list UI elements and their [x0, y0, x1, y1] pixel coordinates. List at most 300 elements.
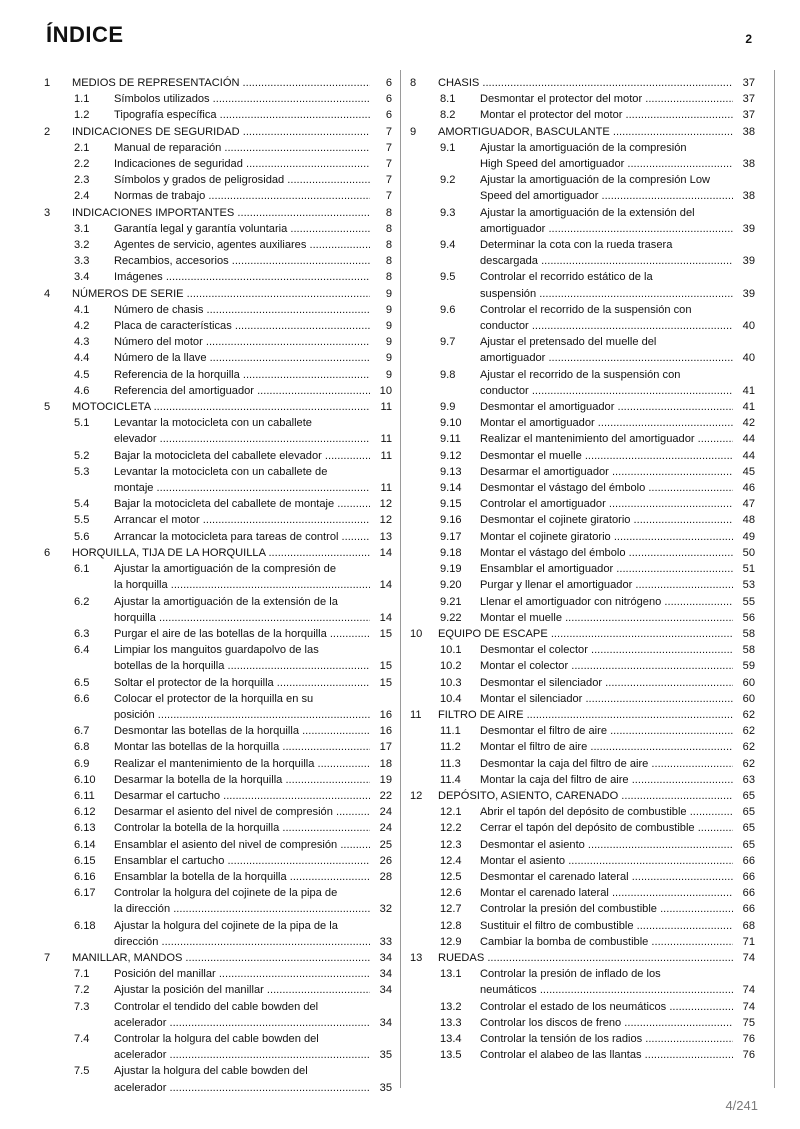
toc-entry-title: Controlar la botella de la horquilla .....	[114, 820, 370, 836]
toc-entry-number: 5.5	[74, 514, 90, 527]
toc-entry-page: 15	[370, 675, 392, 691]
toc-entry[interactable]	[410, 756, 755, 772]
toc-entry-number: 3.3	[74, 255, 90, 268]
toc-entry-number: 1.1	[74, 93, 90, 106]
toc-entry-page: 44	[733, 431, 755, 447]
toc-entry-title-continuation: acelerador .....	[114, 1080, 370, 1096]
toc-entry[interactable]	[410, 1047, 755, 1063]
toc-entry-number: 5.6	[74, 530, 90, 543]
toc-entry-number: 12.4	[440, 854, 462, 867]
toc-entry[interactable]	[44, 626, 392, 642]
toc-entry-title: Controlar la holgura del cojinete de la pipa de	[114, 887, 338, 900]
toc-entry-title: Desmontar el vástago del émbolo .....	[480, 480, 733, 496]
toc-entry[interactable]	[410, 107, 755, 123]
toc-entry-number: 6.4	[74, 644, 90, 657]
toc-entry-page: 37	[733, 75, 755, 91]
toc-entry-page: 11	[370, 431, 392, 447]
toc-entry-title: CHASIS .....	[438, 75, 733, 91]
toc-entry[interactable]	[410, 545, 755, 561]
toc-entry-number: 5.4	[74, 498, 90, 511]
toc-entry[interactable]	[410, 658, 755, 674]
toc-entry-page: 14	[370, 545, 392, 561]
toc-entry[interactable]	[410, 707, 755, 723]
toc-entry-title: Ajustar la amortiguación de la compresión de	[114, 563, 336, 576]
toc-entry-number: 6.18	[74, 919, 96, 932]
toc-entry[interactable]	[410, 610, 755, 626]
toc-entry-title: Montar el protector del motor .....	[480, 107, 733, 123]
toc-entry-title: Controlar el estado de los neumáticos .....	[480, 999, 733, 1015]
toc-entry[interactable]	[44, 1063, 392, 1095]
toc-entry-title: Desarmar la botella de la horquilla .....	[114, 772, 370, 788]
toc-entry[interactable]	[44, 772, 392, 788]
toc-entry[interactable]	[44, 172, 392, 188]
toc-entry[interactable]	[44, 496, 392, 512]
toc-entry-page: 7	[370, 172, 392, 188]
toc-entry-title: Bajar la motocicleta del caballete elevador .....	[114, 448, 370, 464]
toc-entry-page: 38	[733, 188, 755, 204]
toc-entry-page: 62	[733, 707, 755, 723]
toc-entry-page: 22	[370, 788, 392, 804]
toc-entry-number: 1.2	[74, 109, 90, 122]
toc-entry-number: 9.12	[440, 449, 462, 462]
toc-entry-number: 13.5	[440, 1049, 462, 1062]
toc-entry-page: 42	[733, 415, 755, 431]
toc-entry[interactable]	[44, 464, 392, 496]
toc-entry-page: 62	[733, 739, 755, 755]
toc-entry-page: 7	[370, 124, 392, 140]
toc-entry-page: 62	[733, 723, 755, 739]
toc-entry-title: Levantar la motocicleta con un caballete	[114, 417, 312, 430]
toc-entry-page: 25	[370, 837, 392, 853]
toc-entry-title: Realizar el mantenimiento del amortiguador .....	[480, 431, 733, 447]
toc-entry-page: 7	[370, 140, 392, 156]
toc-entry-page: 50	[733, 545, 755, 561]
toc-entry-page: 76	[733, 1047, 755, 1063]
toc-entry-title: Desmontar el asiento .....	[480, 837, 733, 853]
toc-entry-number: 2	[44, 125, 51, 138]
toc-entry-title: Posición del manillar .....	[114, 966, 370, 982]
toc-entry-number: 6.9	[74, 757, 90, 770]
toc-entry[interactable]	[410, 91, 755, 107]
toc-entry[interactable]	[410, 399, 755, 415]
toc-entry[interactable]	[44, 545, 392, 561]
toc-entry[interactable]	[44, 561, 392, 593]
toc-entry-title: Controlar los discos de freno .....	[480, 1015, 733, 1031]
toc-entry-number: 6.10	[74, 773, 96, 786]
toc-entry-page: 16	[370, 707, 392, 723]
toc-entry[interactable]	[44, 804, 392, 820]
toc-entry-number: 11	[410, 708, 422, 721]
toc-entry[interactable]	[410, 75, 755, 91]
toc-entry-title-continuation: High Speed del amortiguador .....	[480, 156, 733, 172]
toc-entry-page: 45	[733, 464, 755, 480]
toc-entry-title: Sustituir el filtro de combustible .....	[480, 918, 733, 934]
toc-entry[interactable]	[44, 675, 392, 691]
toc-entry[interactable]	[44, 107, 392, 123]
toc-entry-page: 74	[733, 999, 755, 1015]
toc-entry-number: 10.3	[440, 676, 462, 689]
toc-entry[interactable]	[410, 837, 755, 853]
toc-entry-title: Ajustar la amortiguación de la extensión de la	[114, 595, 338, 608]
toc-entry-number: 4.5	[74, 368, 90, 381]
toc-entry-number: 10.1	[440, 644, 462, 657]
toc-entry[interactable]	[410, 772, 755, 788]
toc-entry-title: Montar el amortiguador .....	[480, 415, 733, 431]
toc-entry[interactable]	[410, 561, 755, 577]
toc-entry-number: 9.16	[440, 514, 462, 527]
toc-entry-number: 6.8	[74, 741, 90, 754]
toc-entry-number: 7.2	[74, 984, 90, 997]
toc-entry-title: DEPÓSITO, ASIENTO, CARENADO .....	[438, 788, 733, 804]
toc-entry[interactable]	[44, 188, 392, 204]
toc-entry-number: 5.2	[74, 449, 90, 462]
toc-entry[interactable]	[44, 286, 392, 302]
toc-entry-number: 5	[44, 401, 51, 414]
toc-entry[interactable]	[44, 318, 392, 334]
toc-entry[interactable]	[44, 756, 392, 772]
toc-entry-title: Número de la llave .....	[114, 350, 370, 366]
toc-entry[interactable]	[410, 934, 755, 950]
toc-entry-title: Controlar el tendido del cable bowden del	[114, 1000, 319, 1013]
toc-entry-number: 9.5	[440, 271, 456, 284]
toc-entry-number: 11.3	[440, 757, 461, 770]
toc-entry[interactable]	[410, 1031, 755, 1047]
toc-entry-title: Número de chasis .....	[114, 302, 370, 318]
toc-entry-title: Colocar el protector de la horquilla en su	[114, 692, 314, 705]
toc-entry[interactable]	[410, 480, 755, 496]
toc-entry[interactable]	[44, 383, 392, 399]
toc-entry[interactable]	[410, 269, 755, 301]
toc-entry[interactable]	[410, 723, 755, 739]
toc-entry[interactable]	[44, 950, 392, 966]
toc-entry-page: 34	[370, 950, 392, 966]
toc-entry[interactable]	[44, 869, 392, 885]
toc-entry[interactable]	[44, 237, 392, 253]
toc-entry[interactable]	[410, 885, 755, 901]
toc-entry[interactable]	[44, 75, 392, 91]
toc-entry-page: 34	[370, 966, 392, 982]
toc-entry-title: Desmontar el protector del motor .....	[480, 91, 733, 107]
toc-entry-page: 9	[370, 318, 392, 334]
toc-entry[interactable]	[410, 642, 755, 658]
toc-entry-page: 39	[733, 221, 755, 237]
toc-entry-title-continuation: montaje .....	[114, 480, 370, 496]
toc-entry-number: 12.7	[440, 903, 462, 916]
toc-entry[interactable]	[44, 739, 392, 755]
toc-entry-title: Indicaciones de seguridad .....	[114, 156, 370, 172]
toc-entry-title: Ensamblar la botella de la horquilla .....	[114, 869, 370, 885]
toc-entry-title-continuation: descargada .....	[480, 253, 733, 269]
toc-entry[interactable]	[44, 124, 392, 140]
toc-entry-page: 17	[370, 739, 392, 755]
toc-entry-page: 7	[370, 156, 392, 172]
toc-entry[interactable]	[410, 950, 755, 966]
toc-entry-title-continuation: acelerador .....	[114, 1015, 370, 1031]
toc-entry[interactable]	[410, 124, 755, 140]
toc-entry[interactable]	[44, 350, 392, 366]
toc-entry-page: 51	[733, 561, 755, 577]
toc-entry-title: Ajustar la amortiguación de la extensión del	[480, 206, 695, 219]
toc-entry-page: 66	[733, 869, 755, 885]
toc-entry[interactable]	[410, 853, 755, 869]
toc-entry[interactable]	[410, 140, 755, 172]
toc-entry[interactable]	[44, 723, 392, 739]
toc-entry-number: 12.5	[440, 870, 462, 883]
toc-entry[interactable]	[410, 415, 755, 431]
toc-entry-title: Desmontar la caja del filtro de aire .....	[480, 756, 733, 772]
toc-entry-title: Desmontar el carenado lateral .....	[480, 869, 733, 885]
toc-entry-page: 49	[733, 529, 755, 545]
toc-entry[interactable]	[410, 1015, 755, 1031]
toc-entry-page: 76	[733, 1031, 755, 1047]
toc-entry[interactable]	[410, 205, 755, 237]
toc-entry-title: Purgar el aire de las botellas de la horquilla .....	[114, 626, 370, 642]
toc-entry-title: Ajustar la holgura del cable bowden del	[114, 1065, 308, 1078]
toc-entry[interactable]	[410, 172, 755, 204]
toc-entry-title-continuation: suspensión .....	[480, 286, 733, 302]
toc-entry-title: Levantar la motocicleta con un caballete de	[114, 465, 328, 478]
toc-entry[interactable]	[44, 399, 392, 415]
toc-entry[interactable]	[44, 999, 392, 1031]
toc-entry-number: 9.9	[440, 401, 456, 414]
toc-entry-number: 13.1	[440, 968, 462, 981]
toc-entry-number: 7.5	[74, 1065, 90, 1078]
toc-entry-page: 11	[370, 480, 392, 496]
toc-entry-page: 66	[733, 885, 755, 901]
toc-entry-page: 9	[370, 350, 392, 366]
toc-entry-page: 9	[370, 302, 392, 318]
toc-entry-page: 18	[370, 756, 392, 772]
toc-entry-number: 6.3	[74, 627, 90, 640]
toc-entry[interactable]	[44, 334, 392, 350]
toc-entry[interactable]	[44, 221, 392, 237]
toc-entry-number: 6.12	[74, 806, 96, 819]
toc-entry-number: 6.5	[74, 676, 90, 689]
toc-entry-title: AMORTIGUADOR, BASCULANTE .....	[438, 124, 733, 140]
toc-entry-title: Montar el carenado lateral .....	[480, 885, 733, 901]
toc-entry[interactable]	[410, 691, 755, 707]
toc-entry[interactable]	[410, 788, 755, 804]
toc-entry[interactable]	[410, 739, 755, 755]
toc-entry-title: Símbolos utilizados .....	[114, 91, 370, 107]
toc-entry-title-continuation: Speed del amortiguador .....	[480, 188, 733, 204]
toc-entry[interactable]	[410, 496, 755, 512]
toc-entry-number: 9.3	[440, 206, 456, 219]
toc-entry-page: 62	[733, 756, 755, 772]
toc-entry-number: 9.19	[440, 563, 462, 576]
toc-entry-title: NÚMEROS DE SERIE .....	[72, 286, 370, 302]
toc-entry-title: Controlar la tensión de los radios .....	[480, 1031, 733, 1047]
toc-entry-title: Referencia de la horquilla .....	[114, 367, 370, 383]
toc-entry[interactable]	[44, 691, 392, 723]
toc-entry[interactable]	[410, 302, 755, 334]
toc-entry-number: 13.4	[440, 1032, 462, 1045]
toc-entry-page: 24	[370, 804, 392, 820]
toc-entry[interactable]	[410, 237, 755, 269]
toc-entry-title: Desarmar el amortiguador .....	[480, 464, 733, 480]
toc-entry-title-continuation: elevador .....	[114, 431, 370, 447]
toc-entry-page: 8	[370, 269, 392, 285]
toc-entry[interactable]	[44, 205, 392, 221]
toc-entry-number: 12.3	[440, 838, 462, 851]
toc-entry[interactable]	[410, 869, 755, 885]
toc-entry-title: Desarmar el cartucho .....	[114, 788, 370, 804]
toc-entry[interactable]	[410, 820, 755, 836]
toc-entry[interactable]	[44, 1031, 392, 1063]
toc-entry-number: 7.4	[74, 1032, 90, 1045]
toc-entry[interactable]	[44, 512, 392, 528]
toc-entry-number: 2.3	[74, 174, 90, 187]
toc-entry-title: Purgar y llenar el amortiguador .....	[480, 577, 733, 593]
header-page-number: 2	[745, 32, 752, 46]
toc-entry-page: 6	[370, 75, 392, 91]
toc-entry-number: 4	[44, 287, 51, 300]
toc-entry-number: 13.2	[440, 1000, 462, 1013]
toc-entry-title-continuation: acelerador .....	[114, 1047, 370, 1063]
toc-entry-page: 56	[733, 610, 755, 626]
toc-entry[interactable]	[44, 885, 392, 917]
toc-entry[interactable]	[410, 966, 755, 998]
toc-entry-number: 3	[44, 206, 51, 219]
toc-entry-page: 6	[370, 107, 392, 123]
toc-entry-number: 9.22	[440, 611, 462, 624]
toc-entry-title: Ajustar la amortiguación de la compresión	[480, 141, 687, 154]
toc-entry-page: 12	[370, 512, 392, 528]
toc-entry-number: 12.8	[440, 919, 462, 932]
toc-entry-number: 8	[410, 77, 417, 89]
toc-entry-title: Imágenes .....	[114, 269, 370, 285]
toc-entry-page: 60	[733, 675, 755, 691]
toc-entry-title: Montar el asiento .....	[480, 853, 733, 869]
toc-entry-title: Ensamblar el amortiguador .....	[480, 561, 733, 577]
toc-entry-title: Normas de trabajo .....	[114, 188, 370, 204]
toc-entry-title: Tipografía específica .....	[114, 107, 370, 123]
toc-entry-title: Montar el colector .....	[480, 658, 733, 674]
toc-entry[interactable]	[44, 982, 392, 998]
toc-entry-page: 74	[733, 982, 755, 998]
toc-entry[interactable]	[410, 626, 755, 642]
toc-entry[interactable]	[410, 577, 755, 593]
toc-entry-page: 13	[370, 529, 392, 545]
toc-entry[interactable]	[44, 140, 392, 156]
toc-entry-page: 12	[370, 496, 392, 512]
toc-entry-number: 4.2	[74, 320, 90, 333]
toc-entry-page: 65	[733, 788, 755, 804]
toc-entry-title-continuation: neumáticos .....	[480, 982, 733, 998]
toc-entry-title: MEDIOS DE REPRESENTACIÓN .....	[72, 75, 370, 91]
toc-entry-title: Ensamblar el cartucho .....	[114, 853, 370, 869]
toc-entry[interactable]	[410, 367, 755, 399]
toc-entry-title: Desarmar el asiento del nivel de compresión .....	[114, 804, 370, 820]
toc-entry[interactable]	[410, 594, 755, 610]
toc-entry-number: 11.2	[440, 741, 461, 754]
toc-entry[interactable]	[44, 642, 392, 674]
toc-entry[interactable]	[44, 91, 392, 107]
toc-entry[interactable]	[410, 448, 755, 464]
toc-entry-title: Ajustar la holgura del cojinete de la pipa de la	[114, 919, 338, 932]
toc-entry-page: 9	[370, 367, 392, 383]
toc-entry[interactable]	[44, 529, 392, 545]
toc-entry[interactable]	[44, 367, 392, 383]
toc-entry-number: 5.3	[74, 465, 90, 478]
toc-entry[interactable]	[410, 804, 755, 820]
toc-entry-page: 35	[370, 1080, 392, 1096]
toc-entry[interactable]	[410, 431, 755, 447]
toc-entry-title: Placa de características .....	[114, 318, 370, 334]
toc-entry-number: 8.1	[440, 93, 456, 106]
toc-entry-title: Montar las botellas de la horquilla .....	[114, 739, 370, 755]
toc-entry-page: 28	[370, 869, 392, 885]
toc-entry-page: 68	[733, 918, 755, 934]
toc-entry-title: Montar el filtro de aire .....	[480, 739, 733, 755]
toc-entry[interactable]	[44, 448, 392, 464]
toc-entry[interactable]	[44, 966, 392, 982]
toc-entry[interactable]	[410, 464, 755, 480]
toc-entry-title-continuation: dirección .....	[114, 934, 370, 950]
toc-entry-page: 40	[733, 318, 755, 334]
toc-entry[interactable]	[44, 853, 392, 869]
toc-entry[interactable]	[44, 918, 392, 950]
toc-entry-number: 9	[410, 125, 417, 138]
toc-entry-number: 6.15	[74, 854, 96, 867]
toc-entry[interactable]	[44, 253, 392, 269]
toc-entry-number: 13	[410, 951, 423, 964]
toc-entry-title: Ajustar la posición del manillar .....	[114, 982, 370, 998]
toc-entry-number: 4.3	[74, 336, 90, 349]
toc-entry-title: Controlar el recorrido estático de la	[480, 271, 653, 284]
toc-entry[interactable]	[410, 675, 755, 691]
toc-entry-number: 12	[410, 789, 423, 802]
toc-entry[interactable]	[44, 788, 392, 804]
toc-entry-page: 65	[733, 804, 755, 820]
toc-entry-title: Desmontar el cojinete giratorio .....	[480, 512, 733, 528]
toc-entry-page: 48	[733, 512, 755, 528]
toc-entry-page: 8	[370, 205, 392, 221]
toc-entry-number: 5.1	[74, 417, 90, 430]
toc-entry[interactable]	[44, 594, 392, 626]
toc-entry[interactable]	[410, 529, 755, 545]
toc-entry-title: Montar el silenciador .....	[480, 691, 733, 707]
toc-entry-title: Referencia del amortiguador .....	[114, 383, 370, 399]
toc-entry-title-continuation: la dirección .....	[114, 901, 370, 917]
toc-entry[interactable]	[44, 415, 392, 447]
toc-entry-number: 6.17	[74, 887, 96, 900]
toc-entry-title: Montar el vástago del émbolo .....	[480, 545, 733, 561]
toc-entry-number: 3.4	[74, 271, 90, 284]
toc-entry[interactable]	[410, 512, 755, 528]
toc-entry[interactable]	[44, 302, 392, 318]
toc-entry[interactable]	[410, 334, 755, 366]
toc-entry[interactable]	[44, 156, 392, 172]
toc-entry-page: 55	[733, 594, 755, 610]
toc-entry-title: Controlar la presión de inflado de los	[480, 968, 661, 981]
toc-entry-page: 11	[370, 448, 392, 464]
toc-entry-title-continuation: horquilla .....	[114, 610, 370, 626]
toc-entry-page: 14	[370, 577, 392, 593]
toc-entry-page: 26	[370, 853, 392, 869]
toc-entry[interactable]	[410, 901, 755, 917]
toc-entry[interactable]	[410, 918, 755, 934]
toc-entry-title-continuation: amortiguador .....	[480, 350, 733, 366]
toc-entry-number: 6	[44, 546, 51, 559]
toc-entry[interactable]	[44, 837, 392, 853]
toc-entry-page: 7	[370, 188, 392, 204]
toc-entry[interactable]	[44, 269, 392, 285]
toc-entry[interactable]	[44, 820, 392, 836]
toc-entry-number: 2.2	[74, 158, 90, 171]
toc-entry-title: FILTRO DE AIRE .....	[438, 707, 733, 723]
toc-entry[interactable]	[410, 999, 755, 1015]
